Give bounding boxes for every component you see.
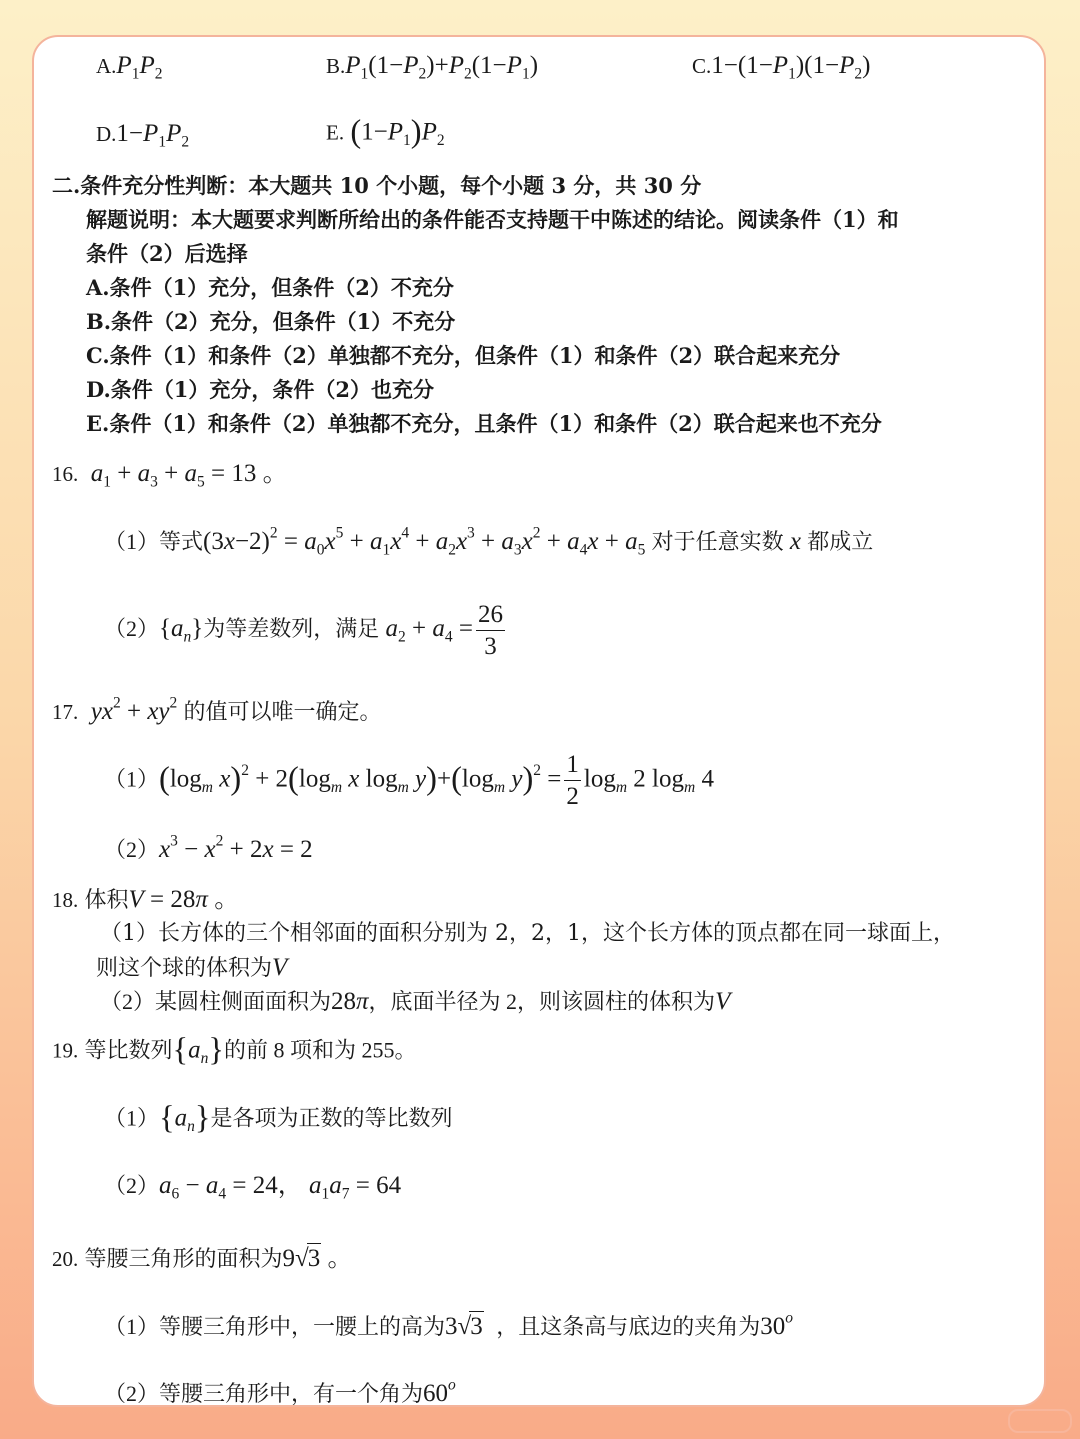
question-18-condition-1-line-2: 则这个球的体积为V (96, 954, 288, 981)
option-e: E. $(1-P_1)P_2$ (326, 114, 445, 150)
question-17-stem: 17. $yx^2 + xy^2$ 的值可以唯一确定。 (52, 694, 382, 725)
question-17-condition-2: $(2)x^3 - x^2 + 2x = 2$ (104, 832, 313, 863)
choice-c: C.条件（1）和条件（2）单独都不充分，但条件（1）和条件（2）联合起来充分 (86, 343, 841, 368)
question-17-condition-1: $(1)(\log_m$ $x)^2 + 2(\log_m$ x $\log_m y)+(\log_m$ y)$^2$ = $\frac{1}{2}$ $\log_m 2$ $\log_m 4$ (104, 751, 714, 811)
question-16-condition-2: $(2)\{a_n\}$为等差数列，满足 $a_2 + a_4$ = $\frac{26}{3}$ (104, 600, 503, 660)
choice-d: D.条件（1）充分，条件（2）也充分 (86, 377, 434, 402)
question-20-condition-1: （1）等腰三角形中，一腰上的高为3√3 ，且这条高与底边的夹角为30$^o$ (104, 1309, 794, 1340)
choice-a: A.条件（1）充分，但条件（2）不充分 (86, 275, 454, 300)
option-a: $A.P_1P_2$ (96, 52, 163, 83)
question-20-stem: 20. 等腰三角形的面积为9√3 。 (52, 1245, 353, 1272)
option-c: $C.1-(1-P_1)(1-P_2)$ (692, 52, 871, 83)
option-d: $D.1-P_1P_2$ (96, 120, 190, 151)
question-18-condition-2: （2）某圆柱侧面面积为28π，底面半径为 2，则该圆柱的体积为V (100, 988, 731, 1015)
question-19-condition-1: $(1)\{a_n\}$是各项为正数的等比数列 (104, 1100, 453, 1136)
exam-page (32, 35, 1046, 1407)
question-16-stem: 16. $a_1 + a_3 + a_5 = 13$ 。 (52, 460, 288, 491)
instruction-line-1: 解题说明：本大题要求判断所给出的条件能否支持题干中陈述的结论。阅读条件（1）和 (86, 207, 899, 232)
choice-e: E.条件（1）和条件（2）单独都不充分，且条件（1）和条件（2）联合起来也不充分 (86, 411, 882, 436)
watermark-badge (1008, 1409, 1072, 1433)
option-b: $B.P_1(1-P_2)+P_2(1-P_1)$ (326, 52, 539, 83)
question-20-condition-2: （2）等腰三角形中，有一个角为60$^o$ (104, 1376, 456, 1407)
instruction-line-2: 条件（2）后选择 (86, 241, 248, 266)
choice-b: B.条件（2）充分，但条件（1）不充分 (86, 309, 456, 334)
question-18-condition-1-line-1: （1）长方体的三个相邻面的面积分别为 2，2，1，这个长方体的顶点都在同一球面上， (100, 921, 955, 946)
question-19-condition-2: $(2)a_6 - a_4 = 24$， $a_1a_7 = 64$ (104, 1172, 402, 1203)
question-19-stem: 19. 等比数列$\{a_n\}$的前 8 项和为 255。 (52, 1032, 417, 1068)
question-18-stem: 18. 体积V = 28π 。 (52, 886, 240, 913)
question-16-condition-1: （1）等式$(3x-2)^2 = a_0x^5 + a_1x^4 + a_2x^3 + a_3x^2 + a_4x + a_5$ 对于任意实数 x 都成立 (104, 524, 874, 559)
section-title: 二.条件充分性判断：本大题共 10 个小题，每个小题 3 分，共 30 分 (52, 173, 702, 198)
